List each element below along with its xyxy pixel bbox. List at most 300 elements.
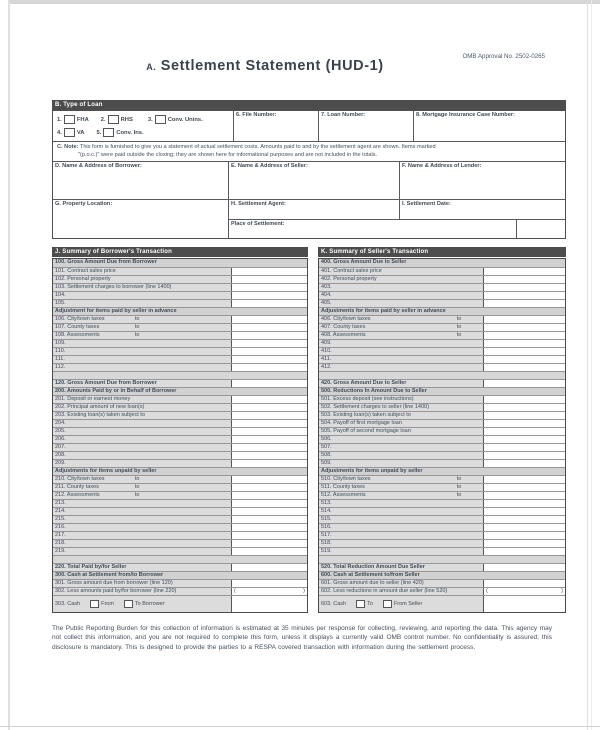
line-item-row — [53, 587, 307, 595]
line-item-row — [319, 483, 565, 491]
line-label-text: 406. City/town taxes — [321, 316, 371, 322]
amount-cell[interactable] — [231, 508, 307, 515]
line-label — [319, 596, 483, 612]
amount-cell[interactable] — [231, 348, 307, 355]
line-label-text: 213. — [55, 500, 66, 506]
line-item-row — [53, 523, 307, 531]
amount-cell[interactable] — [231, 452, 307, 459]
lender-label: F. Name & Address of Lender: — [402, 163, 482, 169]
line-item-row — [319, 563, 565, 571]
line-label — [319, 396, 483, 403]
lender-name-address-field[interactable] — [399, 162, 565, 199]
amount-cell[interactable] — [231, 284, 307, 291]
line-label — [53, 516, 231, 523]
amount-cell[interactable] — [231, 596, 307, 612]
line-label-text: 502. Settlement charges to seller (line 1400) — [321, 404, 429, 410]
line-label-text: 206. — [55, 436, 66, 442]
amount-cell[interactable] — [231, 540, 307, 547]
section-row — [53, 259, 307, 267]
loan-type-label: Conv. Unins. — [167, 116, 203, 123]
line-item-row — [53, 459, 307, 467]
line-label-text: 204. — [55, 420, 66, 426]
line-label-text: 515. — [321, 516, 332, 522]
line-label — [53, 452, 231, 459]
line-item-row — [319, 587, 565, 595]
to-label: to — [456, 492, 462, 498]
section-row — [319, 467, 565, 475]
amount-cell[interactable] — [231, 436, 307, 443]
line-label — [319, 564, 483, 571]
line-item-row — [53, 539, 307, 547]
loan-type-conv-unins — [148, 115, 203, 124]
line-label — [319, 372, 565, 379]
line-label — [53, 460, 231, 467]
line-label — [319, 324, 483, 331]
amount-cell[interactable] — [231, 396, 307, 403]
line-label: Adjustments for items unpaid by seller — [53, 468, 307, 475]
amount-cell[interactable] — [231, 492, 307, 499]
amount-cell[interactable] — [483, 484, 565, 491]
line-label-text: 603. Cash — [321, 601, 347, 607]
line-label — [319, 412, 483, 419]
line-label — [319, 348, 483, 355]
amount-cell[interactable] — [231, 476, 307, 483]
line-label — [53, 484, 231, 491]
cash-checkbox-1[interactable] — [90, 600, 99, 608]
amount-cell[interactable] — [483, 580, 565, 587]
line-item-row — [53, 395, 307, 403]
section-row — [319, 571, 565, 579]
section-row — [53, 307, 307, 315]
line-item-row — [319, 291, 565, 299]
loan-number-field[interactable] — [318, 111, 413, 141]
line-label — [319, 300, 483, 307]
section-row — [53, 467, 307, 475]
loan-info-table — [52, 110, 566, 239]
line-item-row — [319, 419, 565, 427]
amount-cell[interactable] — [231, 532, 307, 539]
borrower-name-address-field[interactable] — [53, 162, 228, 199]
amount-cell[interactable] — [231, 564, 307, 571]
page-title — [115, 57, 415, 75]
line-item-row — [53, 379, 307, 387]
line-item-row — [319, 323, 565, 331]
amount-cell[interactable] — [231, 276, 307, 283]
line-label — [319, 428, 483, 435]
line-item-row — [319, 539, 565, 547]
line-label — [319, 268, 483, 275]
line-item-row — [319, 547, 565, 555]
note-line2: "(p.o.c.)" were paid outside the closing; they are shown here for informational purposes and are not included in the totals. — [78, 151, 378, 158]
line-label: 500. Reductions In Amount Due to Seller — [319, 388, 565, 395]
line-label: Adjustments for items paid by seller in advance — [319, 308, 565, 315]
line-label — [53, 420, 231, 427]
line-label-text: 504. Payoff of first mortgage loan — [321, 420, 402, 426]
line-label — [319, 364, 483, 371]
amount-cell[interactable] — [231, 268, 307, 275]
amount-cell[interactable] — [483, 324, 565, 331]
line-label — [53, 372, 307, 379]
page-edge-right — [587, 0, 588, 730]
borrower-transaction-column — [52, 247, 308, 613]
line-label-text: 217. — [55, 532, 66, 538]
line-label-text: 411. — [321, 356, 332, 362]
amount-cell[interactable] — [231, 460, 307, 467]
amount-cell[interactable] — [483, 412, 565, 419]
amount-cell[interactable] — [483, 300, 565, 307]
checkbox-rhs[interactable] — [108, 115, 119, 124]
checkbox-fha[interactable] — [64, 115, 75, 124]
line-label — [53, 508, 231, 515]
line-label — [53, 332, 231, 339]
line-label — [53, 524, 231, 531]
line-item-row — [53, 355, 307, 363]
paren-open: ( — [234, 588, 236, 594]
amount-cell[interactable] — [231, 420, 307, 427]
line-label — [53, 444, 231, 451]
line-label-text: 405. — [321, 300, 332, 306]
amount-cell[interactable] — [483, 364, 565, 371]
amount-cell[interactable] — [483, 428, 565, 435]
line-label — [53, 532, 231, 539]
line-label-text: 403. — [321, 284, 332, 290]
line-label-text: 215. — [55, 516, 66, 522]
line-item-row — [319, 499, 565, 507]
loan-type-label: VA — [76, 129, 85, 136]
section-j-header: J. Summary of Borrower's Transaction — [52, 247, 308, 257]
amount-cell[interactable] — [483, 396, 565, 403]
to-label: to — [456, 332, 462, 338]
amount-cell[interactable] — [483, 380, 565, 387]
cash-checkbox-1[interactable] — [356, 600, 365, 608]
line-label — [53, 500, 231, 507]
settlement-date-entry[interactable] — [516, 219, 565, 238]
amount-cell[interactable] — [231, 364, 307, 371]
line-label-text: 511. County taxes — [321, 484, 365, 490]
property-location-field[interactable] — [53, 200, 228, 219]
page-edge-right-faint — [591, 0, 592, 730]
line-label — [53, 404, 231, 411]
line-item-row — [319, 403, 565, 411]
line-label-text: 218. — [55, 540, 66, 546]
line-item-row — [319, 411, 565, 419]
line-label: 100. Gross Amount Due from Borrower — [53, 259, 307, 267]
line-item-row — [53, 547, 307, 555]
amount-cell[interactable] — [231, 356, 307, 363]
line-label — [53, 364, 231, 371]
line-label-text: 602. Less reductions in amount due seller (line 520) — [321, 588, 448, 594]
line-label-text: 105. — [55, 300, 66, 306]
line-item-row — [53, 267, 307, 275]
line-label — [319, 436, 483, 443]
line-label-text: 211. County taxes — [55, 484, 99, 490]
amount-cell[interactable] — [231, 332, 307, 339]
amount-cell[interactable] — [231, 516, 307, 523]
line-label — [319, 420, 483, 427]
to-label: to — [134, 492, 140, 498]
line-label-text: 404. — [321, 292, 332, 298]
page-edge-top — [8, 0, 600, 4]
cash-checkbox-2-label: To Borrower — [134, 601, 165, 607]
line-label — [53, 540, 231, 547]
line-label — [53, 580, 231, 587]
amount-cell[interactable] — [231, 412, 307, 419]
line-label-text: 214. — [55, 508, 66, 514]
line-label-text: 407. County taxes — [321, 324, 366, 330]
cash-checkbox-2-label: From Seller — [393, 601, 423, 607]
amount-cell[interactable] — [483, 460, 565, 467]
loan-type-checkbox-group — [53, 111, 233, 141]
amount-cell[interactable] — [483, 276, 565, 283]
spacer-row — [53, 555, 307, 563]
line-label — [319, 556, 565, 563]
line-label — [319, 524, 483, 531]
checkbox-conv-unins[interactable] — [155, 115, 166, 124]
line-item-row — [319, 275, 565, 283]
amount-cell[interactable] — [231, 316, 307, 323]
loan-type-number: 3. — [147, 116, 153, 123]
line-item-row — [319, 491, 565, 499]
amount-cell[interactable] — [483, 588, 565, 595]
line-item-row — [53, 291, 307, 299]
checkbox-conv-ins[interactable] — [103, 128, 114, 137]
line-label — [53, 588, 231, 595]
line-item-row — [53, 499, 307, 507]
line-label-text: 516. — [321, 524, 332, 530]
file-number-field[interactable] — [233, 111, 318, 141]
line-item-row — [53, 403, 307, 411]
amount-cell[interactable] — [483, 524, 565, 531]
line-label — [319, 540, 483, 547]
line-label-text: 208. — [55, 452, 66, 458]
place-of-settlement-field[interactable] — [228, 219, 516, 238]
amount-cell[interactable] — [483, 348, 565, 355]
amount-cell[interactable] — [231, 548, 307, 555]
line-label-text: 520. Total Reduction Amount Due Seller — [321, 564, 425, 570]
to-label: to — [134, 324, 140, 330]
line-label-text: 518. — [321, 540, 332, 546]
line-label-text: 202. Principal amount of new loan(s) — [55, 404, 145, 410]
amount-cell[interactable] — [231, 428, 307, 435]
line-label-text: 104. — [55, 292, 66, 298]
line-label — [319, 476, 483, 483]
amount-cell[interactable] — [483, 476, 565, 483]
line-label — [319, 460, 483, 467]
checkbox-va[interactable] — [64, 128, 75, 137]
amount-cell[interactable] — [231, 500, 307, 507]
line-label-text: 110. — [55, 348, 66, 354]
section-k-header: K. Summary of Seller's Transaction — [318, 247, 566, 257]
seller-name-address-field[interactable] — [228, 162, 399, 199]
line-label — [319, 532, 483, 539]
amount-cell[interactable] — [483, 540, 565, 547]
line-label-text: 401. Contract sales price — [321, 268, 382, 274]
loan-type-rhs — [101, 115, 133, 124]
line-item-row — [319, 283, 565, 291]
amount-cell[interactable] — [231, 300, 307, 307]
line-label — [319, 516, 483, 523]
seller-transaction-table — [318, 258, 566, 613]
line-item-row — [319, 475, 565, 483]
amount-cell[interactable] — [483, 596, 565, 612]
section-row — [53, 571, 307, 579]
loan-number-label: 7. Loan Number: — [321, 112, 366, 118]
amount-cell[interactable] — [483, 548, 565, 555]
line-item-row — [319, 459, 565, 467]
loan-type-number: 2. — [100, 116, 106, 123]
line-label-text: 412. — [321, 364, 332, 370]
line-label-text: 513. — [321, 500, 332, 506]
amount-cell[interactable] — [483, 268, 565, 275]
amount-cell[interactable] — [483, 316, 565, 323]
line-label — [319, 276, 483, 283]
form-body — [52, 100, 566, 652]
line-label-text: 301. Gross amount due from borrower (line 120) — [55, 580, 173, 586]
line-label — [53, 284, 231, 291]
line-item-row — [319, 507, 565, 515]
line-label — [319, 452, 483, 459]
line-label-text: 512. Assessments — [321, 492, 366, 498]
line-label — [53, 268, 231, 275]
line-label — [53, 300, 231, 307]
to-label: to — [456, 484, 462, 490]
line-item-row — [319, 339, 565, 347]
mortgage-insurance-case-number-field[interactable] — [413, 111, 565, 141]
to-label: to — [134, 332, 140, 338]
amount-cell[interactable] — [483, 340, 565, 347]
settlement-agent-field[interactable] — [228, 200, 399, 219]
cash-checkbox-2[interactable] — [383, 600, 392, 608]
loan-type-va — [57, 128, 84, 137]
line-label-text: 209. — [55, 460, 66, 466]
section-row — [319, 307, 565, 315]
amount-cell[interactable] — [231, 292, 307, 299]
line-item-row — [319, 523, 565, 531]
amount-cell[interactable] — [231, 340, 307, 347]
line-label — [53, 412, 231, 419]
line-label-text: 205. — [55, 428, 66, 434]
loan-type-fha — [57, 115, 89, 124]
public-reporting-burden-text: The Public Reporting Burden for this collection of information is estimated at 35 minutes per response for collecting, reviewing, and reporting the data. This agency may not collect this information, and you are not required to complete this form, unless it displays a currently valid OMB control number. No confidentiality is assured; this disclosure is mandatory. This is designed to provide the parties to a RESPA covered transaction with information during the settlement process. — [52, 625, 552, 651]
line-label-text: 220. Total Paid by/for Seller — [55, 564, 127, 570]
to-label: to — [456, 476, 462, 482]
line-item-row — [53, 579, 307, 587]
loan-type-label: RHS — [120, 116, 133, 123]
line-label — [319, 356, 483, 363]
line-item-row — [53, 531, 307, 539]
amount-cell[interactable] — [231, 524, 307, 531]
amount-cell[interactable] — [483, 516, 565, 523]
line-item-row — [53, 411, 307, 419]
page-edge-left — [8, 0, 10, 730]
line-label — [319, 500, 483, 507]
amount-cell[interactable] — [483, 356, 565, 363]
line-item-row — [53, 483, 307, 491]
line-label-text: 514. — [321, 508, 332, 514]
amount-cell[interactable] — [231, 324, 307, 331]
amount-cell[interactable] — [483, 532, 565, 539]
line-label — [319, 404, 483, 411]
line-label — [319, 580, 483, 587]
amount-cell[interactable] — [231, 484, 307, 491]
amount-cell[interactable] — [483, 420, 565, 427]
line-label — [53, 396, 231, 403]
amount-cell[interactable] — [483, 492, 565, 499]
amount-cell[interactable] — [483, 332, 565, 339]
spacer-row — [53, 371, 307, 379]
borrower-label: D. Name & Address of Borrower: — [55, 163, 142, 169]
line-label-text: 216. — [55, 524, 66, 530]
line-label-text: 210. City/town taxes — [55, 476, 105, 482]
section-row — [319, 259, 565, 267]
line-label-text: 420. Gross Amount Due to Seller — [321, 380, 407, 386]
amount-cell[interactable] — [483, 436, 565, 443]
section-row — [319, 387, 565, 395]
to-label: to — [456, 316, 462, 322]
cash-checkbox-1-label: From — [101, 601, 114, 607]
line-item-row — [319, 435, 565, 443]
line-label: 400. Gross Amount Due to Seller — [319, 259, 565, 267]
loan-type-conv-ins — [96, 128, 143, 137]
amount-cell[interactable] — [231, 404, 307, 411]
amount-cell[interactable] — [231, 444, 307, 451]
line-item-row — [53, 427, 307, 435]
amount-cell[interactable] — [483, 292, 565, 299]
paren-open: ( — [486, 588, 488, 594]
line-label-text: 408. Assessments — [321, 332, 366, 338]
mortgage-case-label: 8. Mortgage Insurance Case Number: — [416, 112, 515, 118]
amount-cell[interactable] — [231, 580, 307, 587]
line-label-text: 203. Existing loan(s) taken subject to — [55, 412, 145, 418]
amount-cell[interactable] — [483, 284, 565, 291]
amount-cell[interactable] — [483, 404, 565, 411]
amount-cell[interactable] — [483, 564, 565, 571]
line-label — [53, 436, 231, 443]
settlement-date-field[interactable] — [399, 200, 565, 219]
line-label-text: 409. — [321, 340, 332, 346]
amount-cell[interactable] — [231, 380, 307, 387]
line-label — [319, 588, 483, 595]
line-item-row — [319, 363, 565, 371]
line-label — [53, 564, 231, 571]
line-label: Adjustments for items unpaid by seller — [319, 468, 565, 475]
line-label — [319, 492, 483, 499]
line-label: 200. Amounts Paid by or in Behalf of Borrower — [53, 388, 307, 395]
omb-approval-number: OMB Approval No. 2502-0265 — [462, 53, 545, 60]
seller-transaction-column — [318, 247, 566, 613]
line-label — [319, 316, 483, 323]
line-label — [53, 596, 231, 612]
title-text: Settlement Statement (HUD-1) — [160, 58, 384, 74]
line-label: 300. Cash at Settlement from/to Borrower — [53, 572, 307, 579]
line-label — [53, 556, 307, 563]
line-label-text: 510. City/town taxes — [321, 476, 371, 482]
amount-cell[interactable] — [483, 508, 565, 515]
line-item-row — [53, 347, 307, 355]
amount-cell[interactable] — [231, 588, 307, 595]
page-edge-bottom — [0, 726, 600, 727]
cash-checkbox-2[interactable] — [124, 600, 133, 608]
line-item-row — [319, 355, 565, 363]
amount-cell[interactable] — [483, 444, 565, 451]
line-label — [319, 332, 483, 339]
to-label: to — [134, 476, 140, 482]
amount-cell[interactable] — [483, 500, 565, 507]
amount-cell[interactable] — [483, 452, 565, 459]
line-label-text: 207. — [55, 444, 66, 450]
line-label-text: 101. Contract sales price — [55, 268, 116, 274]
place-of-settlement-label: Place of Settlement: — [231, 221, 285, 227]
